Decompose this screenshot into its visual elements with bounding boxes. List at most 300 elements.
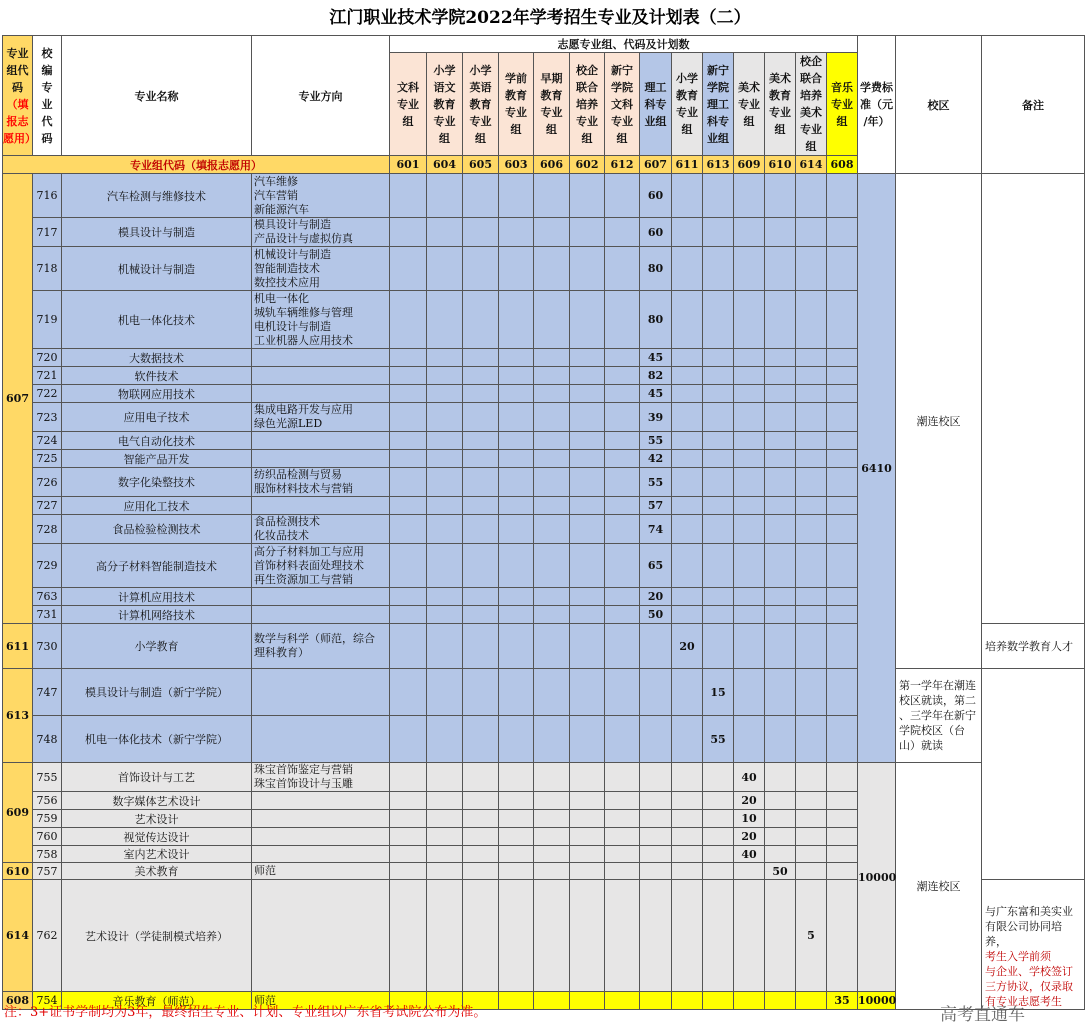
major-direction [252, 544, 390, 588]
empty-cell [765, 810, 796, 828]
empty-cell [734, 403, 765, 432]
empty-cell [703, 606, 734, 624]
group-609: 609 [3, 763, 33, 863]
major-direction [252, 763, 390, 792]
empty-cell [827, 810, 858, 828]
empty-cell [827, 606, 858, 624]
empty-cell [605, 367, 640, 385]
empty-cell [734, 349, 765, 367]
empty-cell [796, 432, 827, 450]
enrollment-plan-table [2, 35, 1085, 1010]
group-col-label-line: 组 [836, 114, 848, 128]
empty-cell [827, 544, 858, 588]
major-direction-line: 新能源汽车 [254, 202, 309, 216]
empty-cell [827, 716, 858, 763]
major-direction [252, 497, 390, 515]
empty-cell [390, 716, 427, 763]
empty-cell [640, 880, 672, 992]
empty-cell [499, 432, 534, 450]
empty-cell [534, 367, 570, 385]
empty-cell [734, 992, 765, 1010]
empty-cell [827, 669, 858, 716]
empty-cell [605, 606, 640, 624]
plan-count: 45 [640, 385, 672, 403]
major-direction-line: 珠宝首饰设计与玉雕 [254, 777, 353, 790]
empty-cell [570, 218, 605, 247]
major-direction-line: 机械设计与制造 [254, 247, 331, 261]
major-code: 730 [33, 624, 62, 669]
tuition-10000-music: 10000 [858, 992, 896, 1010]
major-direction [252, 792, 390, 810]
empty-cell [390, 385, 427, 403]
remark-614-line: 养， [985, 935, 1007, 948]
major-direction [252, 828, 390, 846]
empty-cell [499, 669, 534, 716]
tuition-6410: 6410 [858, 174, 896, 763]
empty-cell [463, 174, 499, 218]
empty-cell [672, 291, 703, 349]
group-col-label-line: 教育 [540, 89, 563, 102]
major-code: 716 [33, 174, 62, 218]
major-direction [252, 403, 390, 432]
tuition-header [858, 36, 896, 174]
campus-xinning-line: 山）就读 [899, 739, 943, 752]
major-code: 719 [33, 291, 62, 349]
empty-cell [734, 606, 765, 624]
empty-cell [703, 349, 734, 367]
watermark-text: 高考直通车 [940, 1005, 1025, 1025]
empty-cell [499, 385, 534, 403]
direction-header: 专业方向 [252, 36, 390, 156]
empty-cell [827, 349, 858, 367]
plan-count: 80 [640, 247, 672, 291]
empty-cell [499, 863, 534, 880]
group-614: 614 [3, 880, 33, 992]
empty-cell [390, 544, 427, 588]
empty-cell [640, 810, 672, 828]
remark-red-line: 有专业志愿考生 [985, 995, 1062, 1008]
empty-cell [640, 828, 672, 846]
empty-cell [534, 606, 570, 624]
empty-cell [672, 468, 703, 497]
major-name: 物联网应用技术 [62, 385, 252, 403]
major-code: 748 [33, 716, 62, 763]
plan-count: 74 [640, 515, 672, 544]
major-code: 747 [33, 669, 62, 716]
empty-cell [499, 792, 534, 810]
major-name: 美术教育 [62, 863, 252, 880]
empty-cell [463, 792, 499, 810]
empty-cell [463, 763, 499, 792]
major-name: 首饰设计与工艺 [62, 763, 252, 792]
empty-cell [463, 247, 499, 291]
major-name: 模具设计与制造 [62, 218, 252, 247]
group-code-614: 614 [796, 156, 827, 174]
empty-cell [827, 450, 858, 468]
empty-cell [765, 367, 796, 385]
group-col-label [534, 53, 570, 156]
group-607: 607 [3, 174, 33, 624]
empty-cell [499, 450, 534, 468]
empty-cell [427, 606, 463, 624]
major-code: 725 [33, 450, 62, 468]
empty-cell [605, 588, 640, 606]
empty-cell [703, 846, 734, 863]
empty-cell [765, 515, 796, 544]
empty-cell [570, 992, 605, 1010]
empty-cell [765, 450, 796, 468]
group-col-label-line: 教育 [469, 97, 492, 111]
major-name: 室内艺术设计 [62, 846, 252, 863]
major-name: 食品检验检测技术 [62, 515, 252, 544]
empty-cell [796, 291, 827, 349]
major-direction-line: 绿色光源LED [254, 417, 323, 430]
empty-cell [463, 497, 499, 515]
empty-cell [765, 291, 796, 349]
group-code-606: 606 [534, 156, 570, 174]
group-col-label-line: 学院 [611, 80, 633, 94]
empty-cell [427, 624, 463, 669]
empty-cell [827, 403, 858, 432]
empty-cell [605, 846, 640, 863]
plan-count: 20 [640, 588, 672, 606]
major-name: 数字化染整技术 [62, 468, 252, 497]
group-611: 611 [3, 624, 33, 669]
empty-cell [827, 624, 858, 669]
empty-cell [703, 468, 734, 497]
empty-cell [672, 716, 703, 763]
empty-cell [827, 385, 858, 403]
major-name: 视觉传达设计 [62, 828, 252, 846]
empty-cell [499, 218, 534, 247]
plan-count: 65 [640, 544, 672, 588]
empty-cell [796, 792, 827, 810]
empty-cell [570, 544, 605, 588]
group-col-label-line: 组 [681, 123, 693, 136]
empty-cell [534, 792, 570, 810]
empty-cell [827, 247, 858, 291]
group-col-label-line: 新宁 [707, 63, 729, 77]
empty-cell [672, 992, 703, 1010]
empty-cell [796, 497, 827, 515]
empty-cell [390, 450, 427, 468]
empty-cell [499, 624, 534, 669]
empty-cell [765, 588, 796, 606]
empty-cell [640, 992, 672, 1010]
empty-cell [534, 515, 570, 544]
group-col-label-line: 小学 [469, 63, 492, 77]
empty-cell [499, 515, 534, 544]
school-code-header-line: 代 [41, 114, 53, 128]
group-col-label [827, 53, 858, 156]
group-code-610: 610 [765, 156, 796, 174]
empty-cell [570, 385, 605, 403]
major-name: 机械设计与制造 [62, 247, 252, 291]
group-col-label [463, 53, 499, 156]
empty-cell [534, 669, 570, 716]
group-col-label-line: 组 [510, 123, 522, 136]
empty-cell [734, 588, 765, 606]
group-col-label-line: 组 [402, 114, 414, 128]
empty-cell [570, 669, 605, 716]
group-col-label [570, 53, 605, 156]
major-direction [252, 291, 390, 349]
empty-cell [463, 450, 499, 468]
group-col-label-line: 科专 [707, 114, 729, 128]
empty-cell [703, 828, 734, 846]
empty-cell [534, 880, 570, 992]
empty-cell [734, 544, 765, 588]
group-code-605: 605 [463, 156, 499, 174]
group-col-label-line: 组 [546, 123, 557, 136]
empty-cell [499, 763, 534, 792]
empty-cell [703, 763, 734, 792]
empty-cell [427, 385, 463, 403]
empty-cell [427, 497, 463, 515]
empty-cell [703, 385, 734, 403]
major-code: 759 [33, 810, 62, 828]
empty-cell [390, 828, 427, 846]
empty-cell [534, 291, 570, 349]
empty-cell [427, 880, 463, 992]
empty-cell [463, 863, 499, 880]
group-col-label-line: 组 [439, 131, 450, 145]
empty-cell [827, 880, 858, 992]
empty-cell [499, 247, 534, 291]
group-col-label-line: 专业 [397, 97, 419, 111]
empty-cell [570, 403, 605, 432]
group-col-label-line: 小学 [676, 72, 698, 85]
empty-cell [796, 403, 827, 432]
plan-count: 60 [640, 218, 672, 247]
empty-cell [463, 515, 499, 544]
school-code-header [33, 36, 62, 156]
major-direction [252, 588, 390, 606]
empty-cell [427, 291, 463, 349]
major-direction-line: 纺织品检测与贸易 [254, 468, 342, 481]
empty-cell [390, 810, 427, 828]
empty-cell [734, 367, 765, 385]
empty-cell [390, 247, 427, 291]
group-col-label-line: 专业 [611, 114, 633, 128]
empty-cell [534, 247, 570, 291]
school-code-header-line: 码 [41, 131, 53, 145]
empty-cell [427, 792, 463, 810]
plan-count: 35 [827, 992, 858, 1010]
empty-cell [605, 247, 640, 291]
empty-cell [605, 828, 640, 846]
empty-cell [390, 515, 427, 544]
empty-cell [499, 291, 534, 349]
major-code: 720 [33, 349, 62, 367]
plan-count: 40 [734, 846, 765, 863]
major-name: 音乐教育（师范） [62, 992, 252, 1010]
empty-cell [827, 846, 858, 863]
group-col-label-line: 联合 [800, 72, 822, 85]
major-direction [252, 810, 390, 828]
major-direction-line: 汽车维修 [254, 174, 298, 188]
group-col-label-line: 专业 [469, 114, 492, 128]
major-name: 艺术设计 [62, 810, 252, 828]
major-name: 大数据技术 [62, 349, 252, 367]
remark-empty-2 [982, 669, 1085, 880]
header-line-red: 报志 [6, 114, 29, 128]
empty-cell [703, 880, 734, 992]
empty-cell [672, 846, 703, 863]
major-code: 722 [33, 385, 62, 403]
empty-cell [672, 669, 703, 716]
empty-cell [427, 432, 463, 450]
empty-cell [672, 385, 703, 403]
group-608: 608 [3, 992, 33, 1010]
empty-cell [605, 515, 640, 544]
empty-cell [796, 606, 827, 624]
group-610: 610 [3, 863, 33, 880]
plan-count: 55 [703, 716, 734, 763]
major-direction-line: 食品检测技术 [254, 515, 320, 528]
group-col-label-line: 新宁 [611, 63, 633, 77]
empty-cell [734, 624, 765, 669]
empty-cell [427, 588, 463, 606]
empty-cell [427, 218, 463, 247]
major-direction-line: 师范 [254, 864, 276, 877]
plan-count: 82 [640, 367, 672, 385]
empty-cell [390, 669, 427, 716]
empty-cell [427, 247, 463, 291]
empty-cell [734, 218, 765, 247]
group-code-613: 613 [703, 156, 734, 174]
remark-614-line: 有限公司协同培 [985, 920, 1062, 933]
group-col-label-line: 美术 [769, 72, 791, 85]
empty-cell [605, 403, 640, 432]
empty-cell [796, 515, 827, 544]
major-direction [252, 669, 390, 716]
empty-cell [463, 810, 499, 828]
empty-cell [703, 792, 734, 810]
empty-cell [672, 403, 703, 432]
empty-cell [703, 403, 734, 432]
empty-cell [796, 624, 827, 669]
empty-cell [672, 218, 703, 247]
empty-cell [534, 716, 570, 763]
major-direction [252, 450, 390, 468]
empty-cell [570, 450, 605, 468]
major-code: 718 [33, 247, 62, 291]
major-direction [252, 349, 390, 367]
group-col-label-line: 英语 [469, 80, 492, 94]
empty-cell [765, 174, 796, 218]
major-code: 717 [33, 218, 62, 247]
school-code-header-line: 编 [41, 63, 53, 77]
empty-cell [534, 810, 570, 828]
group-col-label-line: 业组 [644, 114, 667, 128]
group-col-label-line: 教育 [769, 89, 791, 102]
major-name: 数字媒体艺术设计 [62, 792, 252, 810]
empty-cell [570, 174, 605, 218]
empty-cell [734, 880, 765, 992]
empty-cell [499, 992, 534, 1010]
empty-cell [534, 468, 570, 497]
major-direction [252, 385, 390, 403]
empty-cell [796, 763, 827, 792]
empty-cell [427, 763, 463, 792]
empty-cell [499, 828, 534, 846]
empty-cell [570, 624, 605, 669]
empty-cell [463, 291, 499, 349]
empty-cell [796, 810, 827, 828]
empty-cell [672, 828, 703, 846]
empty-cell [734, 515, 765, 544]
group-col-label-line: 校企 [576, 63, 598, 77]
empty-cell [499, 544, 534, 588]
plan-count: 10 [734, 810, 765, 828]
group-code-608: 608 [827, 156, 858, 174]
empty-cell [765, 763, 796, 792]
empty-cell [390, 624, 427, 669]
group-613: 613 [3, 669, 33, 763]
major-name: 汽车检测与维修技术 [62, 174, 252, 218]
empty-cell [796, 385, 827, 403]
empty-cell [605, 792, 640, 810]
empty-cell [605, 349, 640, 367]
empty-cell [534, 432, 570, 450]
empty-cell [734, 468, 765, 497]
group-col-label [499, 53, 534, 156]
major-code: 726 [33, 468, 62, 497]
empty-cell [427, 716, 463, 763]
major-direction-line: 理科教育） [254, 646, 309, 659]
plan-count: 15 [703, 669, 734, 716]
empty-cell [463, 669, 499, 716]
major-direction-line: 高分子材料加工与应用 [254, 544, 364, 558]
empty-cell [534, 763, 570, 792]
tuition-10000: 10000 [858, 763, 896, 992]
remark-red-line: 三方协议，仅录取 [985, 980, 1073, 993]
empty-cell [605, 432, 640, 450]
empty-cell [570, 880, 605, 992]
empty-cell [672, 515, 703, 544]
major-code: 728 [33, 515, 62, 544]
empty-cell [427, 349, 463, 367]
empty-cell [499, 497, 534, 515]
empty-cell [827, 515, 858, 544]
empty-cell [703, 367, 734, 385]
empty-cell [796, 367, 827, 385]
empty-cell [827, 174, 858, 218]
empty-cell [765, 624, 796, 669]
group-col-label-line: 美术 [738, 80, 760, 94]
empty-cell [672, 810, 703, 828]
group-code-601: 601 [390, 156, 427, 174]
empty-cell [390, 497, 427, 515]
plan-count: 55 [640, 432, 672, 450]
major-direction-line: 服饰材料技术与营销 [254, 482, 353, 495]
group-col-label [640, 53, 672, 156]
empty-cell [390, 432, 427, 450]
empty-cell [734, 385, 765, 403]
empty-cell [827, 218, 858, 247]
campus-chaolian: 潮连校区 [896, 174, 982, 669]
empty-cell [570, 588, 605, 606]
empty-cell [703, 218, 734, 247]
header-line-red: 愿用） [3, 131, 36, 145]
major-code: 755 [33, 763, 62, 792]
empty-cell [734, 247, 765, 291]
empty-cell [765, 880, 796, 992]
group-col-label-line: 教育 [433, 97, 456, 111]
empty-cell [570, 810, 605, 828]
empty-cell [605, 385, 640, 403]
